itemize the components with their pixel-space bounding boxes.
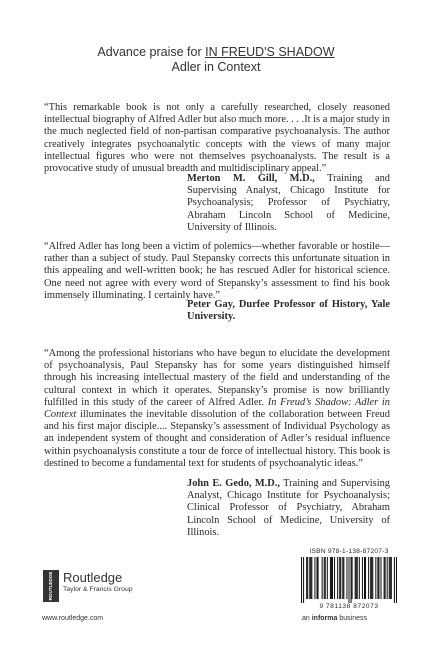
barcode-bar bbox=[396, 557, 397, 603]
barcode-bar bbox=[364, 557, 365, 599]
quote-book-title: In Freud’s Shadow: Adler in Context bbox=[44, 396, 390, 421]
barcode-bar bbox=[342, 557, 343, 599]
quote-text: “Among the professional historians who have begun to elucidate the development of psychoanalysis, Paul Stepansky has for some years distinguished himself through his increasing intellectual mastery of the field and understanding of the cultural context in which it operates. Stepansky’s promise is now brilliantly fulfilled in this study of the career of Alfred Adler. bbox=[44, 348, 390, 408]
barcode-bar bbox=[351, 557, 352, 603]
author-name: Merton M. Gill, M.D., bbox=[187, 173, 315, 184]
praise-quote-gay: “Alfred Adler has long been a victim of polemics—whether favorable or hostile—rather than a subject of study. Paul Stepansky corrects this unfortunate situation in this appealing and well-written book; he has rescued Adler for historical science. One need not agree with every word of Stepansky’s assessment to find his book immensely illuminating. I certainly have.” bbox=[44, 241, 390, 301]
barcode-bar bbox=[334, 557, 335, 599]
barcode-bar bbox=[331, 557, 332, 599]
informa-brand: informa bbox=[311, 615, 338, 622]
barcode-bar bbox=[339, 557, 340, 599]
barcode-bar bbox=[352, 557, 353, 599]
barcode-bar bbox=[324, 557, 325, 599]
barcode-bars-icon bbox=[297, 557, 401, 603]
barcode-bar bbox=[314, 557, 315, 599]
barcode-bar bbox=[372, 557, 373, 599]
praise-prefix: Advance praise for bbox=[97, 45, 206, 59]
barcode-bar bbox=[375, 557, 376, 599]
isbn-number: ISBN 978-1-138-87207-3 bbox=[309, 548, 389, 555]
attribution-gedo bbox=[187, 478, 390, 539]
book-title: IN FREUD'S SHADOW bbox=[205, 45, 335, 59]
book-subtitle: Adler in Context bbox=[171, 60, 261, 74]
author-name: John E. Gedo, M.D., bbox=[187, 478, 280, 489]
barcode-bar bbox=[380, 557, 381, 599]
barcode-bar bbox=[330, 557, 331, 599]
barcode-bar bbox=[387, 557, 388, 599]
logo-lettering: ROUTLEDGE bbox=[48, 571, 54, 601]
author-name: Peter Gay, bbox=[187, 299, 235, 310]
barcode-bar bbox=[307, 557, 308, 599]
barcode-bar bbox=[371, 557, 372, 599]
publisher-url: www.routledge.com bbox=[42, 615, 104, 622]
barcode-bar bbox=[394, 557, 395, 603]
barcode-digits: 9 781138 872073 bbox=[319, 603, 379, 610]
routledge-logo-icon bbox=[43, 570, 59, 602]
attribution-gill bbox=[187, 173, 390, 234]
barcode-bar bbox=[377, 557, 378, 599]
barcode-bar bbox=[362, 557, 363, 599]
barcode-bar bbox=[348, 557, 349, 603]
barcode-bar bbox=[318, 557, 319, 599]
barcode-bar bbox=[357, 557, 358, 599]
isbn-barcode bbox=[297, 548, 401, 610]
praise-quote-gedo bbox=[44, 348, 390, 470]
publisher-name: Routledge bbox=[63, 570, 123, 585]
praise-quote-gill: “This remarkable book is not only a carefully researched, closely reasoned intellectual biography of Alfred Adler but also much more. . . .It is a major study in the much neglected field of non-partisan comparative psychoanalysis. The author creatively integrates psychoanalytic concepts with the views of many major intellectual figures who were not themselves psychoanalysts. The result is a provocative study of unusual breadth and multidisciplinary appeal.” bbox=[44, 102, 390, 175]
barcode-bar bbox=[310, 557, 311, 599]
barcode-bar bbox=[355, 557, 356, 599]
barcode-bar bbox=[340, 557, 341, 599]
barcode-bar bbox=[311, 557, 312, 599]
informa-prefix: an bbox=[302, 615, 312, 622]
barcode-bar bbox=[327, 557, 328, 599]
barcode-bar bbox=[359, 557, 360, 599]
attribution-gay bbox=[187, 299, 390, 323]
barcode-bar bbox=[365, 557, 366, 599]
informa-business bbox=[302, 615, 367, 622]
barcode-bar bbox=[356, 557, 357, 599]
informa-suffix: business bbox=[337, 615, 367, 622]
barcode-bar bbox=[389, 557, 390, 599]
barcode-bar bbox=[309, 557, 310, 599]
barcode-bar bbox=[301, 557, 302, 603]
barcode-bar bbox=[378, 557, 379, 599]
publisher-group: Taylor & Francis Group bbox=[63, 586, 133, 593]
barcode-bar bbox=[322, 557, 323, 599]
barcode-bar bbox=[316, 557, 317, 599]
praise-header bbox=[0, 45, 432, 75]
barcode-bar bbox=[370, 557, 371, 599]
barcode-bar bbox=[368, 557, 369, 599]
praise-header-line1 bbox=[0, 45, 432, 60]
barcode-bar bbox=[337, 557, 338, 599]
barcode-bar bbox=[306, 557, 307, 599]
barcode-bar bbox=[303, 557, 304, 603]
author-affiliation: Durfee Professor of History, Yale University. bbox=[187, 299, 390, 323]
author-affiliation: Training and Supervising Analyst, Chicago Institute for Psychoanalysis; Clinical Professor of Psychiatry, Abraham Lincoln School of Medicine, University of Illinois. bbox=[187, 478, 390, 538]
barcode-bar bbox=[390, 557, 391, 599]
barcode-bar bbox=[384, 557, 385, 599]
barcode-bar bbox=[332, 557, 333, 599]
barcode-bar bbox=[391, 557, 392, 599]
barcode-bar bbox=[346, 557, 347, 599]
barcode-bar bbox=[385, 557, 386, 599]
barcode-bar bbox=[343, 557, 344, 599]
author-affiliation: Training and Supervising Analyst, Chicago Institute for Psychoanalysis; Professor of Psychiatry, Abraham Lincoln School of Medicine, University of Illinois. bbox=[187, 173, 390, 233]
barcode-bar bbox=[325, 557, 326, 599]
quote-text-continued: illuminates the inevitable dissolution of the collaboration between Freud and his first major disciple.... Stepansky’s assessment of Individual Psychology as an independent system of thought and consideration of Adler’s residual influence within psychoanalysis constitute a tour de force of intellectual history. This book is destined to become a fundamental text for students of psychoanalytic ideas.” bbox=[44, 409, 390, 469]
